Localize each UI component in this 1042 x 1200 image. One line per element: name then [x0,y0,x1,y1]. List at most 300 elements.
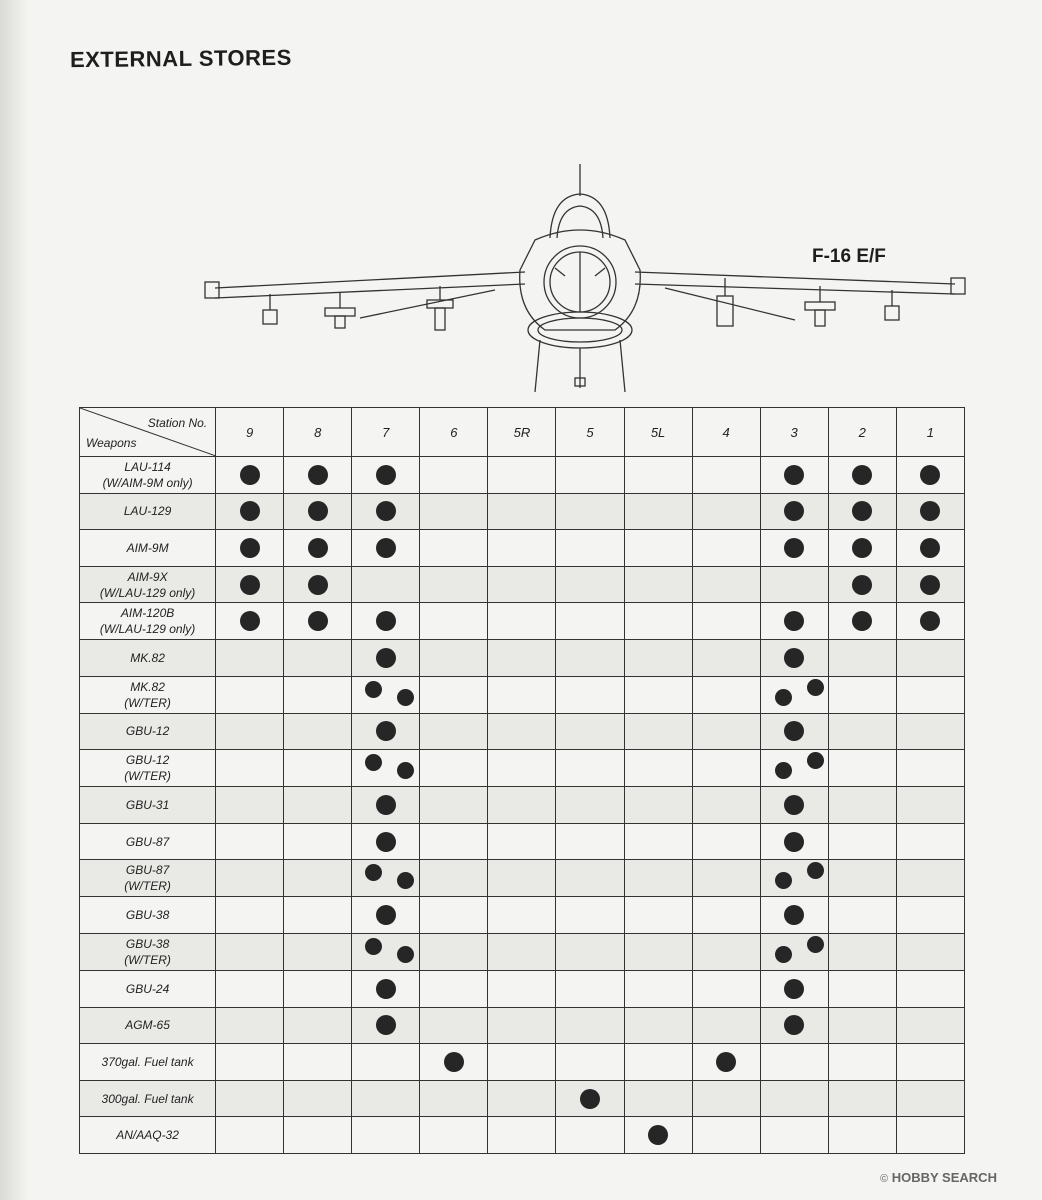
table-header-row [80,408,965,457]
station-header: 5R [488,408,556,457]
weapon-name: 300gal. Fuel tank [101,1091,194,1106]
station-cell [420,1117,488,1154]
weapon-note: (W/LAU-129 only) [99,622,196,637]
station-cell [488,457,556,494]
compatible-dot-icon [648,1125,668,1145]
table-row [80,566,965,603]
station-cell [216,860,284,897]
station-cell [624,603,692,640]
compatible-dot-icon [784,611,804,631]
compatible-dot-icon [376,979,396,999]
compatible-dot-icon [376,832,396,852]
compatible-dot-icon [852,465,872,485]
station-cell [828,787,896,824]
weapon-name-cell [80,457,216,494]
station-cell [896,1007,964,1044]
station-cell [488,823,556,860]
station-cell [624,750,692,787]
watermark-reg-mark: © [880,1173,889,1185]
compatible-dot-icon [376,1015,396,1035]
station-cell [216,823,284,860]
station-cell [284,1007,352,1044]
station-cell [624,1007,692,1044]
page-title: EXTERNAL STORES [69,44,292,73]
compatible-dot-icon [784,1015,804,1035]
station-cell [556,1117,624,1154]
table-row [80,676,965,713]
compatible-dot-icon [444,1052,464,1072]
compatible-dot-icon [920,575,940,595]
station-cell [760,566,828,603]
weapon-name: MK.82 [130,650,165,665]
station-cell [896,566,964,603]
ter-dots-icon [352,750,419,786]
weapon-name: GBU-31 [125,797,170,812]
station-header: 5 [556,408,624,457]
station-cell [488,603,556,640]
weapon-name: AIM-9M [126,540,169,555]
table-row [80,713,965,750]
station-cell [624,566,692,603]
compatible-dot-icon [852,575,872,595]
station-cell [896,713,964,750]
station-cell [760,897,828,934]
station-cell [828,970,896,1007]
station-cell [420,897,488,934]
compatible-dot-icon [308,501,328,521]
station-cell [420,1044,488,1081]
station-cell [760,933,828,970]
station-header: 5L [624,408,692,457]
compatible-dot-icon [784,538,804,558]
weapon-name: AIM-9X [127,569,168,584]
station-cell [624,860,692,897]
weapon-name-cell [80,970,216,1007]
station-cell [692,1007,760,1044]
ter-dots-icon [761,677,828,713]
compatible-dot-icon [716,1052,736,1072]
station-cell [352,970,420,1007]
station-cell [488,493,556,530]
station-cell [488,713,556,750]
weapon-name: AGM-65 [125,1018,170,1033]
station-cell [488,1080,556,1117]
station-cell [624,457,692,494]
station-header: 9 [216,408,284,457]
station-cell [556,1044,624,1081]
weapon-name-cell [80,713,216,750]
weapon-name: AIM-120B [120,606,175,621]
station-cell [284,933,352,970]
weapon-name: AN/AAQ-32 [116,1128,179,1143]
station-cell [216,639,284,676]
weapon-name-cell [80,750,216,787]
station-cell [420,676,488,713]
station-cell [828,933,896,970]
station-cell [216,1044,284,1081]
weapon-name-cell [80,1117,216,1154]
compatible-dot-icon [784,501,804,521]
station-cell [420,970,488,1007]
station-cell [556,1007,624,1044]
station-cell [692,493,760,530]
weapon-name: GBU-87 [125,834,170,849]
station-cell [216,750,284,787]
station-cell [420,639,488,676]
station-header: 3 [760,408,828,457]
compatible-dot-icon [852,538,872,558]
compatible-dot-icon [376,611,396,631]
station-cell [216,676,284,713]
table-row [80,750,965,787]
weapon-name: GBU-24 [125,981,170,996]
station-cell [692,457,760,494]
weapon-name: LAU-129 [123,504,172,519]
aircraft-front-view-drawing [195,160,985,405]
station-cell [896,457,964,494]
station-cell [556,566,624,603]
station-cell [488,860,556,897]
station-cell [352,860,420,897]
station-cell [624,823,692,860]
ter-dot-icon [365,938,382,955]
station-cell [896,530,964,567]
station-cell [760,713,828,750]
weapon-note: (W/TER) [124,769,171,784]
station-cell [352,823,420,860]
station-cell [216,457,284,494]
station-cell [828,676,896,713]
station-cell [692,897,760,934]
station-cell [692,676,760,713]
watermark [880,1170,997,1185]
station-cell [488,933,556,970]
station-cell [828,566,896,603]
station-cell [420,493,488,530]
station-cell [556,530,624,567]
ter-dot-icon [807,936,824,953]
compatible-dot-icon [784,648,804,668]
station-cell [624,639,692,676]
weapon-name: GBU-12 [125,724,170,739]
compatible-dot-icon [240,575,260,595]
compatible-dot-icon [308,575,328,595]
station-cell [828,530,896,567]
station-cell [828,860,896,897]
weapon-note: (W/TER) [124,879,171,894]
station-cell [624,1117,692,1154]
station-cell [420,713,488,750]
station-cell [556,713,624,750]
aircraft-model-label: F-16 E/F [812,246,886,267]
ter-dots-icon [352,934,419,970]
station-cell [352,1117,420,1154]
table-row [80,603,965,640]
table-row [80,823,965,860]
station-header: 6 [420,408,488,457]
station-cell [692,1117,760,1154]
weapon-name: GBU-38 [125,936,170,951]
table-row [80,530,965,567]
weapon-note: (W/TER) [124,952,171,967]
station-cell [352,1007,420,1044]
station-cell [420,750,488,787]
weapon-name: GBU-12 [125,753,170,768]
table-row [80,639,965,676]
station-cell [284,676,352,713]
station-cell [896,676,964,713]
station-cell [828,1007,896,1044]
station-cell [284,897,352,934]
station-cell [352,603,420,640]
station-cell [488,676,556,713]
station-cell [352,1044,420,1081]
ter-dot-icon [775,946,792,963]
station-cell [828,823,896,860]
compatible-dot-icon [920,501,940,521]
station-cell [760,1044,828,1081]
compatible-dot-icon [784,721,804,741]
station-cell [896,493,964,530]
weapon-name-cell [80,823,216,860]
station-cell [760,787,828,824]
station-cell [352,530,420,567]
compatible-dot-icon [240,538,260,558]
station-cell [760,750,828,787]
compatible-dot-icon [376,648,396,668]
compatible-dot-icon [376,465,396,485]
station-cell [216,1007,284,1044]
station-header: 7 [352,408,420,457]
station-cell [760,639,828,676]
station-cell [216,603,284,640]
station-cell [352,750,420,787]
station-cell [896,860,964,897]
station-cell [352,713,420,750]
station-cell [760,1117,828,1154]
station-cell [488,1007,556,1044]
station-cell [284,713,352,750]
station-cell [692,639,760,676]
station-cell [488,566,556,603]
station-cell [556,639,624,676]
station-cell [692,787,760,824]
station-cell [624,970,692,1007]
station-cell [284,860,352,897]
ter-dot-icon [807,679,824,696]
station-cell [284,493,352,530]
station-cell [488,970,556,1007]
station-cell [760,603,828,640]
station-cell [556,1080,624,1117]
station-cell [420,823,488,860]
station-cell [760,823,828,860]
station-cell [420,860,488,897]
station-cell [284,823,352,860]
station-cell [216,530,284,567]
weapon-name-cell [80,787,216,824]
station-cell [488,1117,556,1154]
station-cell [216,493,284,530]
station-cell [420,457,488,494]
table-row [80,933,965,970]
compatible-dot-icon [308,538,328,558]
table-row [80,1080,965,1117]
station-cell [216,713,284,750]
weapon-note: (W/TER) [124,695,171,710]
station-cell [216,566,284,603]
station-cell [692,970,760,1007]
station-cell [760,1007,828,1044]
station-cell [896,933,964,970]
station-cell [828,713,896,750]
station-cell [896,639,964,676]
station-cell [896,897,964,934]
ter-dot-icon [397,946,414,963]
ter-dot-icon [365,864,382,881]
station-header: 2 [828,408,896,457]
station-cell [284,530,352,567]
table-row [80,970,965,1007]
ter-dot-icon [807,752,824,769]
station-cell [352,566,420,603]
ter-dot-icon [365,754,382,771]
station-cell [760,970,828,1007]
station-cell [420,566,488,603]
stores-table-body [80,457,965,1154]
station-cell [488,530,556,567]
ter-dot-icon [775,762,792,779]
station-cell [692,713,760,750]
ter-dot-icon [397,762,414,779]
table-row [80,897,965,934]
station-cell [624,530,692,567]
station-cell [760,860,828,897]
station-cell [692,1044,760,1081]
station-cell [284,787,352,824]
compatible-dot-icon [240,501,260,521]
station-cell [624,493,692,530]
compatible-dot-icon [308,611,328,631]
ter-dots-icon [761,860,828,896]
station-cell [420,1080,488,1117]
station-cell [692,860,760,897]
compatible-dot-icon [920,611,940,631]
station-cell [760,676,828,713]
station-cell [216,787,284,824]
table-row [80,457,965,494]
ter-dot-icon [397,689,414,706]
compatible-dot-icon [920,538,940,558]
weapon-name: 370gal. Fuel tank [101,1054,194,1069]
weapon-name-cell [80,933,216,970]
station-cell [624,1080,692,1117]
station-cell [352,933,420,970]
weapon-name-cell [80,603,216,640]
weapon-note: (W/LAU-129 only) [99,585,196,600]
station-cell [556,676,624,713]
station-cell [828,1117,896,1154]
station-cell [284,750,352,787]
compatible-dot-icon [784,465,804,485]
station-cell [284,566,352,603]
compatible-dot-icon [580,1089,600,1109]
station-cell [420,1007,488,1044]
station-cell [760,1080,828,1117]
weapon-name-cell [80,566,216,603]
station-cell [624,1044,692,1081]
watermark-brand: HOBBY SEARCH [891,1170,997,1185]
station-cell [624,787,692,824]
ter-dots-icon [352,677,419,713]
weapon-name-cell [80,860,216,897]
station-cell [420,787,488,824]
compatible-dot-icon [376,501,396,521]
station-cell [828,603,896,640]
station-cell [828,750,896,787]
compatible-dot-icon [376,721,396,741]
ter-dot-icon [807,862,824,879]
table-row [80,1044,965,1081]
station-cell [828,1080,896,1117]
station-cell [556,897,624,934]
station-cell [828,1044,896,1081]
compatible-dot-icon [784,832,804,852]
station-cell [488,639,556,676]
station-cell [624,676,692,713]
station-cell [896,823,964,860]
compatible-dot-icon [852,611,872,631]
station-cell [828,897,896,934]
station-cell [284,1117,352,1154]
station-cell [352,493,420,530]
table-row [80,787,965,824]
weapon-name: LAU-114 [124,459,171,474]
station-cell [556,493,624,530]
station-cell [692,1080,760,1117]
station-cell [896,1080,964,1117]
station-cell [896,750,964,787]
table-row [80,493,965,530]
ter-dot-icon [775,689,792,706]
station-cell [692,933,760,970]
station-cell [692,823,760,860]
station-header: 1 [896,408,964,457]
station-cell [352,676,420,713]
station-cell [284,1044,352,1081]
table-row [80,1007,965,1044]
station-cell [828,493,896,530]
station-cell [896,970,964,1007]
station-cell [828,639,896,676]
station-cell [692,530,760,567]
station-cell [828,457,896,494]
weapon-name: MK.82 [130,679,165,694]
station-cell [624,933,692,970]
station-cell [216,933,284,970]
table-corner-header [80,408,216,457]
compatible-dot-icon [376,538,396,558]
station-cell [556,787,624,824]
table-row [80,1117,965,1154]
station-cell [352,639,420,676]
station-cell [216,970,284,1007]
station-cell [488,750,556,787]
station-cell [896,1117,964,1154]
station-cell [284,639,352,676]
station-cell [624,713,692,750]
table-row [80,860,965,897]
